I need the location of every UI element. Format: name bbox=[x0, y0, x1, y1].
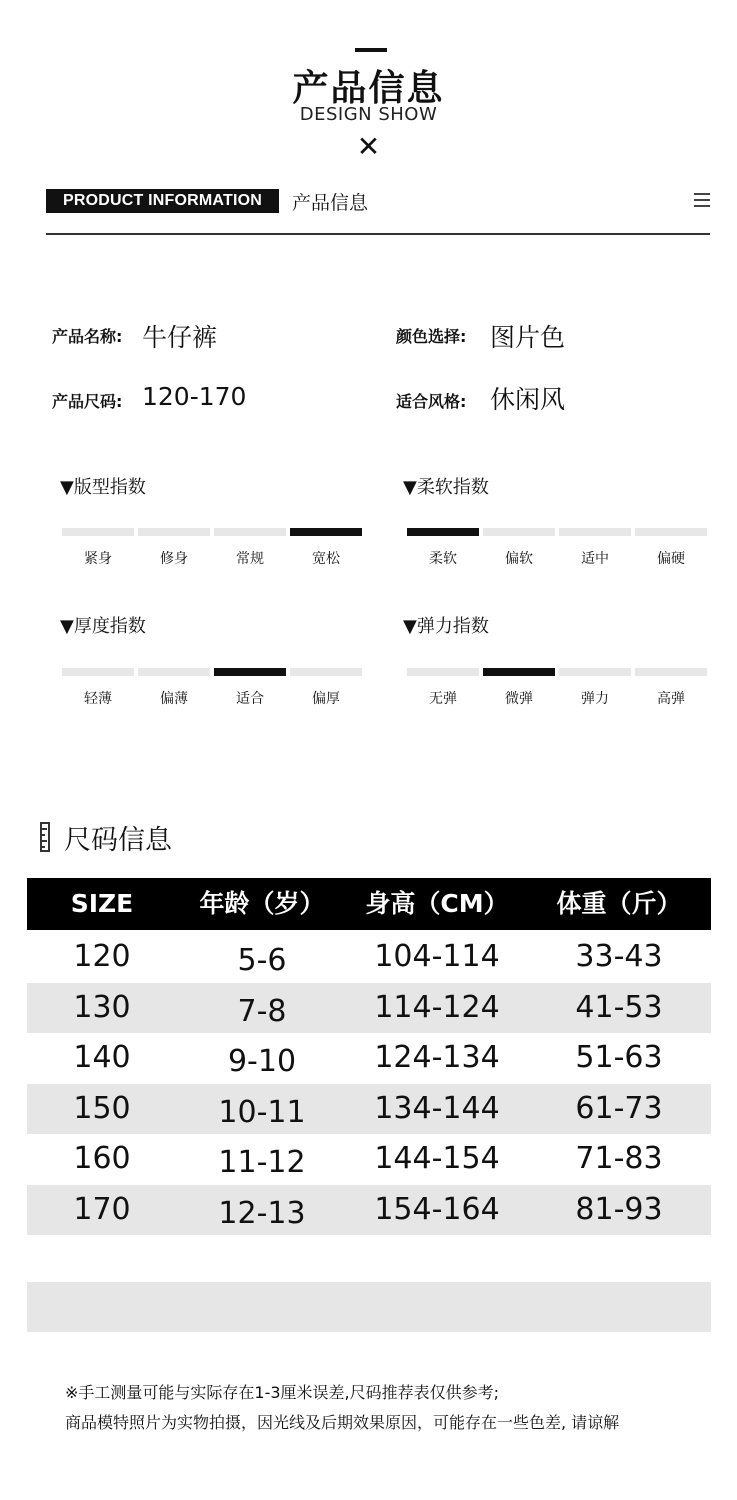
close-x-icon: ✕ bbox=[356, 130, 381, 163]
product-information-title: 产品信息 bbox=[292, 192, 369, 214]
index-segment bbox=[635, 528, 707, 536]
cell-weight: 51-63 bbox=[575, 1040, 663, 1075]
index-option-label: 适中 bbox=[581, 551, 609, 567]
index-segment bbox=[214, 528, 286, 536]
size-table-header bbox=[27, 878, 711, 930]
cell-height: 134-144 bbox=[374, 1090, 500, 1126]
blank-band bbox=[27, 1282, 711, 1332]
cell-age: 5-6 bbox=[237, 943, 287, 978]
style-label: 适合风格: bbox=[396, 392, 467, 411]
index-segment bbox=[62, 668, 134, 676]
cell-size: 150 bbox=[73, 1090, 131, 1126]
index-option-label: 偏厚 bbox=[312, 691, 340, 707]
page-subtitle: DESIGN SHOW bbox=[299, 104, 438, 125]
index-option-label: 常规 bbox=[236, 551, 264, 567]
index-option-label: 无弹 bbox=[429, 691, 457, 707]
header-weight: 体重（斤） bbox=[556, 889, 682, 918]
index-option-label: 柔软 bbox=[429, 551, 457, 567]
cell-size: 140 bbox=[73, 1040, 131, 1075]
index-segment bbox=[62, 528, 134, 536]
cell-age: 9-10 bbox=[227, 1044, 297, 1079]
thickness-index-title: ▼厚度指数 bbox=[60, 616, 146, 637]
product-size-label: 产品尺码: bbox=[52, 392, 123, 411]
product-name-value: 牛仔裤 bbox=[142, 323, 218, 352]
index-option-label: 偏硬 bbox=[657, 551, 685, 567]
cell-size: 120 bbox=[73, 939, 131, 974]
cell-weight: 41-53 bbox=[575, 989, 663, 1025]
fit-index-scale bbox=[62, 528, 362, 578]
stretch-index-scale bbox=[407, 668, 707, 718]
cell-weight: 81-93 bbox=[575, 1191, 663, 1227]
table-row bbox=[27, 983, 711, 1033]
table-row bbox=[27, 1134, 711, 1184]
index-option-label: 适合 bbox=[236, 691, 264, 707]
index-segment bbox=[407, 528, 479, 536]
cell-age: 12-13 bbox=[218, 1195, 306, 1231]
style-value: 休闲风 bbox=[490, 385, 566, 414]
index-segment bbox=[290, 528, 362, 536]
index-segment bbox=[635, 668, 707, 676]
index-segment bbox=[559, 528, 631, 536]
table-row bbox=[27, 932, 711, 982]
index-segment bbox=[290, 668, 362, 676]
title-dash bbox=[355, 48, 387, 52]
table-row bbox=[27, 1033, 711, 1083]
index-segment bbox=[407, 668, 479, 676]
index-segment bbox=[214, 668, 286, 676]
cell-size: 170 bbox=[73, 1191, 131, 1227]
index-option-label: 宽松 bbox=[312, 551, 340, 567]
note-line-1: ※手工测量可能与实际存在1-3厘米误差,尺码推荐表仅供参考; bbox=[65, 1383, 500, 1402]
fit-index-title: ▼版型指数 bbox=[60, 477, 146, 498]
header-size: SIZE bbox=[70, 889, 134, 918]
color-label: 颜色选择: bbox=[396, 327, 467, 346]
cell-weight: 71-83 bbox=[575, 1141, 663, 1176]
cell-height: 114-124 bbox=[374, 989, 500, 1025]
menu-icon[interactable] bbox=[694, 193, 710, 207]
page-title: 产品信息 bbox=[292, 68, 445, 109]
cell-age: 10-11 bbox=[218, 1094, 306, 1130]
index-segment bbox=[559, 668, 631, 676]
cell-weight: 61-73 bbox=[575, 1090, 663, 1126]
index-option-label: 偏薄 bbox=[160, 691, 188, 707]
index-option-label: 修身 bbox=[160, 551, 188, 567]
product-size-value: 120-170 bbox=[142, 382, 247, 411]
ruler-icon bbox=[40, 822, 50, 852]
section-divider bbox=[46, 233, 710, 235]
index-segment bbox=[483, 668, 555, 676]
softness-index-scale bbox=[407, 528, 707, 578]
cell-weight: 33-43 bbox=[575, 939, 663, 974]
product-information-badge: PRODUCT INFORMATION bbox=[46, 189, 279, 213]
stretch-index-title: ▼弹力指数 bbox=[403, 616, 489, 637]
index-option-label: 轻薄 bbox=[84, 691, 112, 707]
header-height: 身高（CM） bbox=[365, 889, 509, 918]
cell-size: 130 bbox=[73, 989, 131, 1025]
header-age: 年龄（岁） bbox=[199, 889, 325, 918]
table-row bbox=[27, 1185, 711, 1235]
cell-height: 104-114 bbox=[374, 939, 500, 974]
index-segment bbox=[138, 528, 210, 536]
color-value: 图片色 bbox=[490, 323, 566, 352]
product-name-label: 产品名称: bbox=[52, 327, 123, 346]
index-segment bbox=[138, 668, 210, 676]
index-option-label: 偏软 bbox=[505, 551, 533, 567]
cell-age: 11-12 bbox=[218, 1145, 306, 1180]
note-line-2: 商品模特照片为实物拍摄，因光线及后期效果原因，可能存在一些色差, 请谅解 bbox=[65, 1413, 620, 1432]
index-option-label: 微弹 bbox=[505, 691, 533, 707]
softness-index-title: ▼柔软指数 bbox=[403, 477, 489, 498]
size-info-title: 尺码信息 bbox=[64, 825, 172, 856]
index-option-label: 弹力 bbox=[581, 691, 609, 707]
cell-height: 144-154 bbox=[374, 1141, 500, 1176]
index-segment bbox=[483, 528, 555, 536]
index-option-label: 紧身 bbox=[84, 551, 112, 567]
cell-age: 7-8 bbox=[237, 993, 287, 1029]
cell-height: 124-134 bbox=[374, 1040, 500, 1075]
cell-height: 154-164 bbox=[374, 1191, 500, 1227]
index-option-label: 高弹 bbox=[657, 691, 685, 707]
cell-size: 160 bbox=[73, 1141, 131, 1176]
table-row bbox=[27, 1084, 711, 1134]
thickness-index-scale bbox=[62, 668, 362, 718]
